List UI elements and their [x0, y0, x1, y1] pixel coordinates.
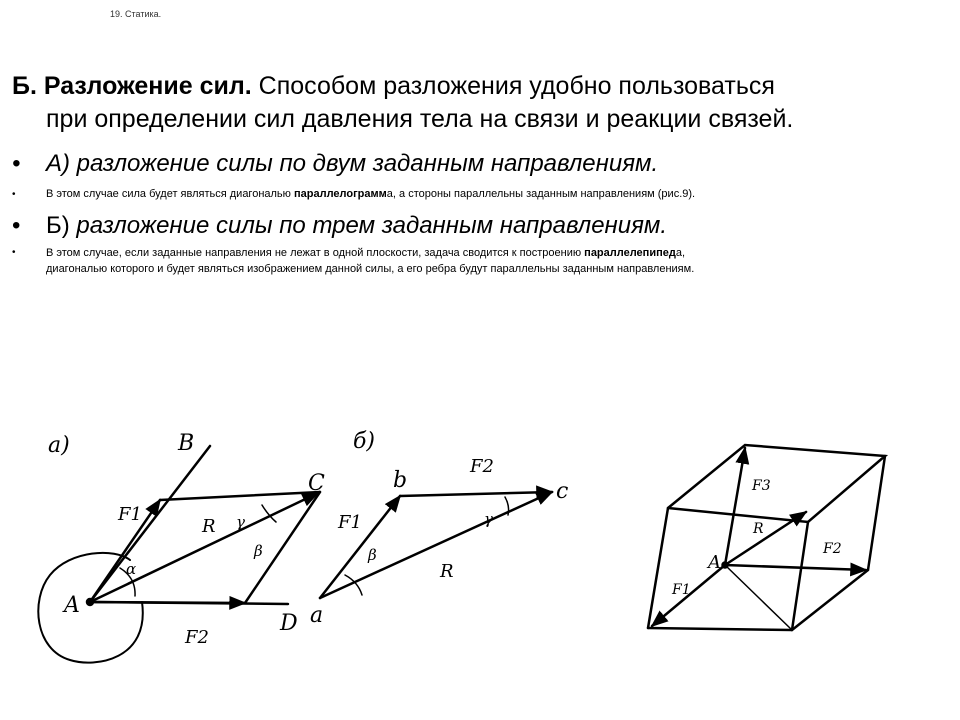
- direction-line-AB: [90, 446, 210, 602]
- diagonal-line: [725, 565, 792, 630]
- side-line: [160, 492, 320, 500]
- label-F1: F1: [338, 512, 362, 533]
- label-R: R: [753, 521, 764, 537]
- label-F3: F3: [752, 478, 771, 494]
- figure-a-parallelogram: [38, 446, 320, 663]
- bullet-text: А) разложение силы по двум заданным направлениям.: [46, 150, 659, 177]
- panel-label-b: б): [353, 429, 376, 454]
- bullet-dot: •: [12, 247, 16, 258]
- note-bold-term: параллелограмм: [293, 188, 387, 200]
- edge: [648, 628, 792, 630]
- label-beta: β: [254, 542, 263, 560]
- label-point-a: a: [310, 603, 324, 628]
- label-F2: F2: [470, 456, 494, 477]
- vector-F2: [725, 565, 866, 570]
- bullet-dot: •: [12, 189, 16, 200]
- label-point-A: A: [64, 593, 80, 618]
- note-text-line2: диагональю которого и будет являться изображением данной силы, а его ребра будут параллельны заданным направлениям.: [46, 263, 695, 275]
- note-text: В этом случае, если заданные направления не лежат в одной плоскости, задача сводится к построению: [46, 247, 585, 259]
- point-A: [723, 563, 728, 568]
- bullet-italic: разложение силы по трем заданным направлениям.: [76, 212, 668, 239]
- title-text-line1: Способом разложения удобно пользоваться: [251, 72, 775, 100]
- vector-F3: [725, 448, 745, 565]
- edge: [792, 570, 868, 630]
- label-F1: F1: [672, 582, 691, 598]
- vector-F2: [90, 602, 245, 603]
- note-text-end: а, а стороны параллельны заданным направлениям (рис.9).: [386, 188, 696, 200]
- figure-b-triangle: [320, 492, 552, 598]
- bullet-dot: •: [12, 150, 21, 177]
- panel-label-a: а): [48, 433, 70, 458]
- bullet-dot: •: [12, 212, 21, 239]
- label-gamma: γ: [236, 513, 245, 531]
- label-point-c: c: [556, 479, 569, 504]
- figure-c-parallelepiped: [648, 445, 885, 630]
- vector-F2: [400, 492, 552, 496]
- title-lead: Б. Разложение сил.: [12, 72, 252, 100]
- title-text-line2: при определении сил давления тела на связи и реакции связей.: [46, 105, 794, 133]
- label-point-C: C: [308, 471, 325, 496]
- label-alpha: α: [126, 560, 137, 578]
- label-F2: F2: [823, 541, 842, 557]
- label-point-b: b: [393, 468, 408, 493]
- label-F1: F1: [118, 504, 142, 525]
- note-text-end: а,: [675, 247, 686, 259]
- point-A: [87, 599, 93, 605]
- label-point-A: A: [708, 552, 721, 573]
- vector-R: [725, 512, 806, 565]
- slide-header: 19. Статика.: [110, 9, 162, 19]
- note-bold-term: параллелепипед: [584, 247, 676, 259]
- label-point-D: D: [280, 611, 298, 636]
- label-point-B: B: [178, 431, 195, 456]
- label-gamma: γ: [484, 510, 493, 528]
- label-R: R: [202, 516, 216, 537]
- top-face: [668, 445, 885, 522]
- label-beta: β: [368, 546, 377, 564]
- label-R: R: [440, 561, 454, 582]
- edge: [792, 522, 808, 630]
- bullet-prefix: Б): [46, 212, 77, 239]
- edge: [868, 456, 885, 570]
- note-text: В этом случае сила будет являться диагональю: [46, 188, 294, 200]
- label-F2: F2: [185, 627, 209, 648]
- edge: [648, 508, 668, 628]
